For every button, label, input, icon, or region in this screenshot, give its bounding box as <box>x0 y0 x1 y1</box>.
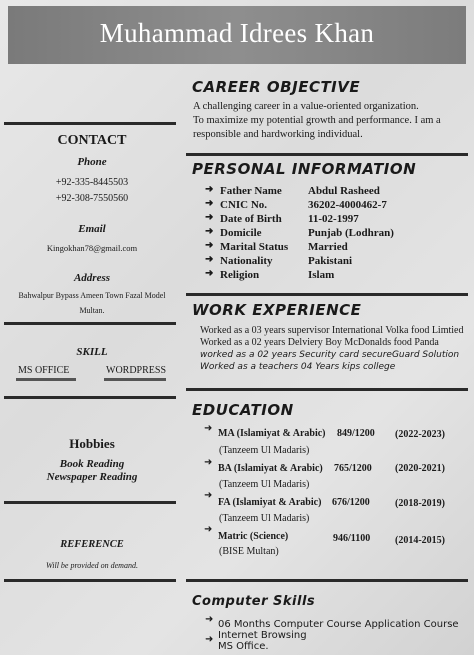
education-heading: EDUCATION <box>192 401 294 419</box>
personal-row: ➜ Marital Status Married <box>205 240 348 253</box>
personal-row: ➜ Religion Islam <box>205 268 335 281</box>
divider <box>4 122 176 125</box>
edu-marks: 676/1200 <box>332 497 370 508</box>
edu-degree: MA (Islamiyat & Arabic) <box>218 428 326 439</box>
arrow-bullet-icon: ➜ <box>205 212 214 223</box>
contact-heading: CONTACT <box>57 133 127 148</box>
computer-skill-item: MS Office. <box>218 641 269 652</box>
divider <box>4 579 176 582</box>
divider <box>4 501 176 504</box>
edu-years: (2018-2019) <box>395 498 445 509</box>
work-line: Worked as a teachers 04 Years kips college <box>200 362 396 372</box>
skill-heading: SKILL <box>76 346 108 358</box>
arrow-bullet-icon: ➜ <box>204 490 213 501</box>
edu-marks: 946/1100 <box>333 533 371 544</box>
edu-years: (2014-2015) <box>395 535 445 546</box>
skill-bar <box>104 378 166 381</box>
personal-heading: PERSONAL INFORMATION <box>192 160 417 178</box>
computer-skill-item: 06 Months Computer Course Application Course <box>218 619 459 630</box>
work-heading: WORK EXPERIENCE <box>192 301 362 319</box>
personal-row: ➜ Father Name Abdul Rasheed <box>205 184 380 197</box>
arrow-bullet-icon: ➜ <box>205 184 214 195</box>
hobbies-heading: Hobbies <box>69 436 115 451</box>
computer-skills-heading: Computer Skills <box>192 594 316 609</box>
divider <box>4 322 176 325</box>
phone-1: +92-335-8445503 <box>55 177 129 188</box>
email-label: Email <box>78 223 106 235</box>
skill-item-ms-office: MS OFFICE <box>18 365 70 376</box>
address-line-1: Bahwalpur Bypass Ameen Town Fazal Model <box>18 291 166 300</box>
arrow-bullet-icon: ➜ <box>205 198 214 209</box>
hobby-item: Newspaper Reading <box>46 471 138 483</box>
candidate-name: Muhammad Idrees Khan <box>99 18 375 48</box>
divider <box>186 579 468 582</box>
skill-item-wordpress: WORDPRESS <box>106 365 167 376</box>
left-column <box>4 68 180 653</box>
career-line: responsible and hardworking individual. <box>193 129 363 140</box>
arrow-bullet-icon: ➜ <box>204 457 213 468</box>
personal-row: ➜ Domicile Punjab (Lodhran) <box>205 226 394 239</box>
divider <box>4 396 176 399</box>
address-label: Address <box>73 272 111 284</box>
work-line: Worked as a 02 years Delviery Boy McDonalds food Panda <box>200 337 439 348</box>
arrow-bullet-icon: ➜ <box>205 614 214 625</box>
personal-row: ➜ Date of Birth 11-02-1997 <box>205 212 359 225</box>
arrow-bullet-icon: ➜ <box>204 423 213 434</box>
reference-text: Will be provided on demand. <box>46 561 138 570</box>
phone-2: +92-308-7550560 <box>55 193 129 204</box>
computer-skill-item: Internet Browsing <box>218 630 307 641</box>
edu-institute: (Tanzeem Ul Madaris) <box>219 445 310 456</box>
work-line: Worked as a 03 years supervisor International Volka food Limtied <box>200 325 464 336</box>
arrow-bullet-icon: ➜ <box>205 634 214 645</box>
edu-degree: Matric (Science) <box>218 531 289 542</box>
arrow-bullet-icon: ➜ <box>205 268 214 279</box>
career-line: To maximize my potential growth and performance. I am a <box>193 115 441 126</box>
arrow-bullet-icon: ➜ <box>205 226 214 237</box>
skill-bar <box>16 378 76 381</box>
arrow-bullet-icon: ➜ <box>205 240 214 251</box>
career-heading: CAREER OBJECTIVE <box>192 78 361 96</box>
divider <box>186 153 468 156</box>
edu-years: (2020-2021) <box>395 463 445 474</box>
edu-institute: (Tanzeem Ul Madaris) <box>219 513 310 524</box>
edu-institute: (Tanzeem Ul Madaris) <box>219 479 310 490</box>
hobby-item: Book Reading <box>59 458 125 470</box>
header-banner <box>8 6 466 64</box>
address-line-2: Multan. <box>79 306 105 315</box>
arrow-bullet-icon: ➜ <box>205 254 214 265</box>
divider <box>186 388 468 391</box>
edu-years: (2022-2023) <box>395 429 445 440</box>
divider <box>186 293 468 296</box>
phone-label: Phone <box>77 156 107 168</box>
edu-marks: 849/1200 <box>337 428 375 439</box>
reference-heading: REFERENCE <box>60 539 124 550</box>
edu-degree: BA (Islamiyat & Arabic) <box>218 463 323 474</box>
personal-row: ➜ CNIC No. 36202-4000462-7 <box>205 198 387 211</box>
career-line: A challenging career in a value-oriented organization. <box>193 101 419 112</box>
work-line: worked as a 02 years Security card secureGuard Solution <box>200 350 460 360</box>
email-value: Kingokhan78@gmail.com <box>46 243 138 253</box>
edu-marks: 765/1200 <box>334 463 372 474</box>
edu-degree: FA (Islamiyat & Arabic) <box>218 497 322 508</box>
edu-institute: (BISE Multan) <box>219 546 279 557</box>
personal-row: ➜ Nationality Pakistani <box>205 254 353 267</box>
arrow-bullet-icon: ➜ <box>204 524 213 535</box>
